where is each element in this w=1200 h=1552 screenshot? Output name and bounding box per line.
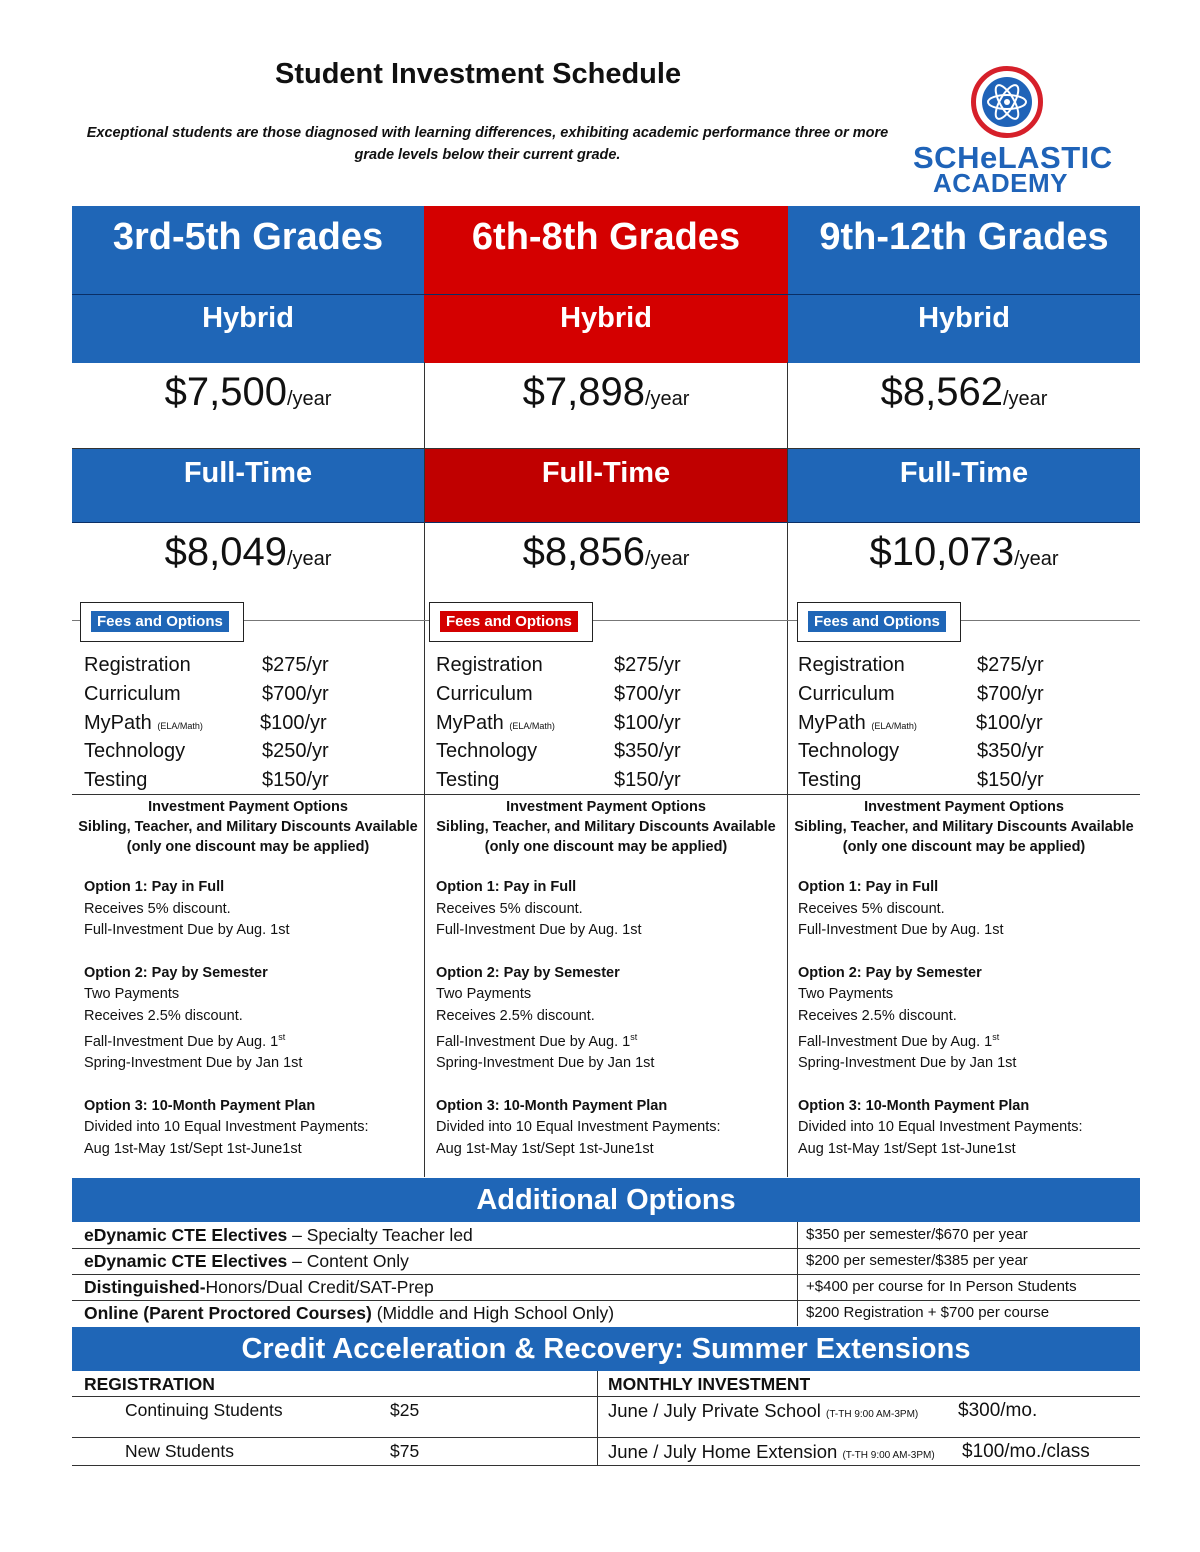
hybrid-price: $8,562/year bbox=[880, 370, 1048, 414]
fulltime-price: $10,073/year bbox=[869, 530, 1059, 574]
fee-value: $250/yr bbox=[262, 740, 329, 762]
fee-label: Technology bbox=[84, 740, 186, 762]
fee-label: MyPath (ELA/Math) bbox=[84, 712, 203, 734]
additional-option-row: Online (Parent Proctored Courses) (Middle and High School Only) bbox=[84, 1303, 615, 1323]
academy-logo bbox=[905, 62, 1115, 202]
payment-options-list: Option 1: Pay in Full Receives 5% discount. Full-Investment Due by Aug. 1st Option 2: Pay by Semester Two Payments Receives 2.5% discount. Fall-Investment Due by Aug. 1st Spring-Investment Due by Jan 1st Option 3: 10-Month Payment Plan Divided into 10 Equal Investment Payments: Aug 1st-May 1st/Sept 1st-June1st bbox=[436, 879, 721, 1157]
divider bbox=[72, 1396, 1140, 1397]
fee-value: $700/yr bbox=[977, 683, 1044, 705]
payment-options-heading: Investment Payment Options Sibling, Teacher, and Military Discounts Available (only one discount may be applied) bbox=[78, 799, 418, 855]
additional-options-heading: Additional Options bbox=[72, 1178, 1140, 1222]
fee-value: $100/yr bbox=[614, 712, 681, 734]
payment-options-heading: Investment Payment Options Sibling, Teacher, and Military Discounts Available (only one discount may be applied) bbox=[794, 799, 1134, 855]
fee-label: Registration bbox=[436, 654, 543, 676]
fee-value: $100/yr bbox=[260, 712, 327, 734]
fulltime-price: $8,856/year bbox=[522, 530, 690, 574]
fees-options-label: Fees and Options bbox=[808, 611, 946, 632]
fee-value: $150/yr bbox=[977, 769, 1044, 791]
additional-option-price: $200 per semester/$385 per year bbox=[806, 1252, 1028, 1269]
logo-subtitle: ACADEMY bbox=[933, 168, 1068, 198]
fee-label: Technology bbox=[436, 740, 538, 762]
fee-label: Testing bbox=[84, 769, 148, 791]
registration-fee: $25 bbox=[390, 1400, 420, 1420]
fee-label: Registration bbox=[798, 654, 905, 676]
fee-value: $350/yr bbox=[977, 740, 1044, 762]
fee-label: Registration bbox=[84, 654, 191, 676]
divider bbox=[72, 1465, 1140, 1466]
hybrid-heading: Hybrid bbox=[72, 294, 424, 363]
monthly-price: $300/mo. bbox=[958, 1400, 1038, 1421]
fees-options-box bbox=[80, 602, 244, 642]
divider bbox=[597, 1371, 598, 1466]
fee-label: Testing bbox=[798, 769, 862, 791]
fees-options-box bbox=[429, 602, 593, 642]
divider bbox=[72, 794, 1140, 795]
fee-value: $100/yr bbox=[976, 712, 1043, 734]
hybrid-price: $7,500/year bbox=[164, 370, 332, 414]
fee-label: Curriculum bbox=[84, 683, 181, 705]
fee-label: MyPath (ELA/Math) bbox=[436, 712, 555, 734]
fees-options-label: Fees and Options bbox=[91, 611, 229, 632]
divider bbox=[72, 1437, 1140, 1438]
grade-heading: 9th-12th Grades bbox=[788, 206, 1140, 294]
monthly-option: June / July Private School (T-TH 9:00 AM-3PM) bbox=[608, 1400, 919, 1421]
fee-value: $275/yr bbox=[977, 654, 1044, 676]
fee-label: MyPath (ELA/Math) bbox=[798, 712, 917, 734]
grade-heading: 6th-8th Grades bbox=[424, 206, 788, 294]
divider bbox=[424, 362, 425, 1177]
divider bbox=[72, 1248, 1140, 1249]
fulltime-heading: Full-Time bbox=[424, 448, 788, 523]
payment-options-heading: Investment Payment Options Sibling, Teacher, and Military Discounts Available (only one discount may be applied) bbox=[436, 799, 776, 855]
additional-option-price: +$400 per course for In Person Students bbox=[806, 1278, 1077, 1295]
atom-logo-icon bbox=[971, 66, 1043, 138]
divider bbox=[787, 362, 788, 1177]
eligibility-note: Exceptional students are those diagnosed with learning differences, exhibiting academic performance three or more grade levels below their current grade. bbox=[86, 125, 889, 163]
divider bbox=[72, 448, 1140, 449]
registration-label: New Students bbox=[125, 1441, 234, 1461]
additional-option-price: $350 per semester/$670 per year bbox=[806, 1226, 1028, 1243]
additional-option-row: Distinguished-Honors/Dual Credit/SAT-Prep bbox=[84, 1277, 434, 1297]
fee-label: Testing bbox=[436, 769, 500, 791]
divider bbox=[72, 1300, 1140, 1301]
fee-value: $700/yr bbox=[262, 683, 329, 705]
registration-header: REGISTRATION bbox=[84, 1374, 215, 1394]
fee-value: $275/yr bbox=[262, 654, 329, 676]
monthly-price: $100/mo./class bbox=[962, 1441, 1090, 1462]
hybrid-price: $7,898/year bbox=[522, 370, 690, 414]
fulltime-heading: Full-Time bbox=[788, 448, 1140, 523]
credit-acceleration-heading: Credit Acceleration & Recovery: Summer Extensions bbox=[72, 1327, 1140, 1371]
fee-label: Curriculum bbox=[436, 683, 533, 705]
additional-option-row: eDynamic CTE Electives – Specialty Teacher led bbox=[84, 1225, 473, 1245]
registration-fee: $75 bbox=[390, 1441, 420, 1461]
payment-options-list: Option 1: Pay in Full Receives 5% discount. Full-Investment Due by Aug. 1st Option 2: Pay by Semester Two Payments Receives 2.5% discount. Fall-Investment Due by Aug. 1st Spring-Investment Due by Jan 1st Option 3: 10-Month Payment Plan Divided into 10 Equal Investment Payments: Aug 1st-May 1st/Sept 1st-June1st bbox=[798, 879, 1083, 1157]
fees-options-label: Fees and Options bbox=[440, 611, 578, 632]
fee-value: $700/yr bbox=[614, 683, 681, 705]
fee-value: $275/yr bbox=[614, 654, 681, 676]
additional-option-row: eDynamic CTE Electives – Content Only bbox=[84, 1251, 409, 1271]
logo-wordmark: SCHeLASTIC bbox=[913, 140, 1113, 175]
monthly-option: June / July Home Extension (T-TH 9:00 AM-3PM) bbox=[608, 1441, 935, 1462]
hybrid-heading: Hybrid bbox=[424, 294, 788, 363]
fulltime-price: $8,049/year bbox=[164, 530, 332, 574]
fee-value: $150/yr bbox=[262, 769, 329, 791]
additional-option-price: $200 Registration + $700 per course bbox=[806, 1304, 1050, 1321]
fulltime-heading: Full-Time bbox=[72, 448, 424, 523]
divider bbox=[72, 1274, 1140, 1275]
page-title: Student Investment Schedule bbox=[275, 58, 682, 90]
fee-value: $350/yr bbox=[614, 740, 681, 762]
grade-heading: 3rd-5th Grades bbox=[72, 206, 424, 294]
fee-label: Curriculum bbox=[798, 683, 895, 705]
fees-options-box bbox=[797, 602, 961, 642]
hybrid-heading: Hybrid bbox=[788, 294, 1140, 363]
monthly-investment-header: MONTHLY INVESTMENT bbox=[608, 1374, 811, 1394]
payment-options-list: Option 1: Pay in Full Receives 5% discount. Full-Investment Due by Aug. 1st Option 2: Pay by Semester Two Payments Receives 2.5% discount. Fall-Investment Due by Aug. 1st Spring-Investment Due by Jan 1st Option 3: 10-Month Payment Plan Divided into 10 Equal Investment Payments: Aug 1st-May 1st/Sept 1st-June1st bbox=[84, 879, 369, 1157]
fee-label: Technology bbox=[798, 740, 900, 762]
fee-value: $150/yr bbox=[614, 769, 681, 791]
registration-label: Continuing Students bbox=[125, 1400, 283, 1420]
